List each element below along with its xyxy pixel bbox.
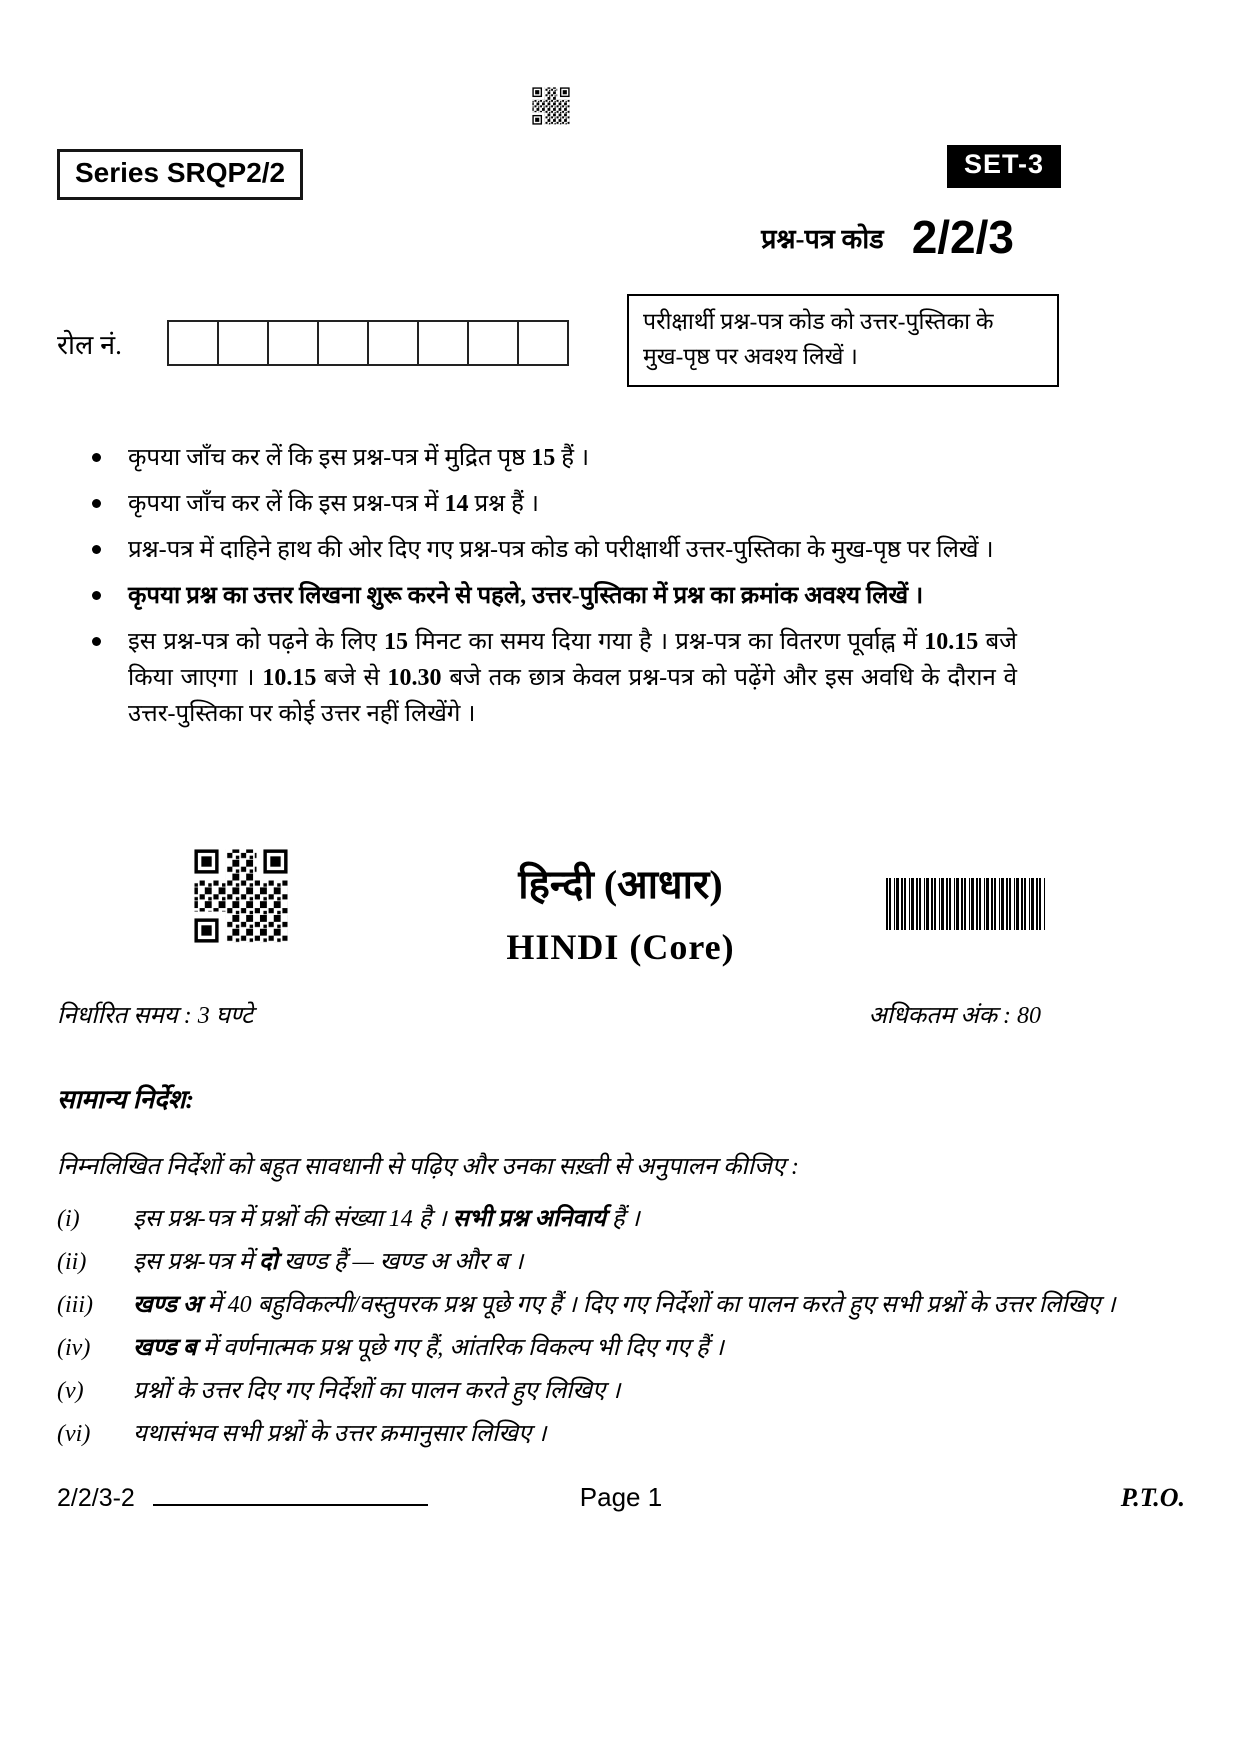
general-instructions <box>57 1080 1185 1459</box>
bullet-text <box>128 440 1017 476</box>
bullet-item <box>92 440 1017 476</box>
roll-number-box[interactable] <box>267 320 319 366</box>
roll-number-box[interactable] <box>517 320 569 366</box>
series-label: Series SRQP2/2 <box>75 157 286 188</box>
text-segment: हैं । <box>605 1206 640 1232</box>
footer-left <box>57 1484 580 1513</box>
bullet-dot <box>92 499 101 508</box>
general-instructions-heading: सामान्य निर्देश: <box>57 1085 195 1114</box>
roll-number-box[interactable] <box>467 320 519 366</box>
instruction-text <box>133 1330 1185 1366</box>
roll-number-boxes <box>167 320 569 366</box>
bullet-item <box>92 624 1017 732</box>
title-hindi: हिन्दी (आधार) <box>518 862 723 907</box>
bullet-item <box>92 486 1017 522</box>
text-segment-bold: 15 <box>383 629 408 655</box>
note-line: परीक्षार्थी प्रश्न-पत्र कोड को उत्तर-पुस्तिका के <box>643 309 994 334</box>
general-instructions-intro: निम्नलिखित निर्देशों को बहुत सावधानी से पढ़िए और उनका सख़्ती से अनुपालन कीजिए : <box>57 1154 799 1180</box>
instruction-list <box>57 1201 1185 1452</box>
roll-number-box[interactable] <box>317 320 369 366</box>
text-segment: प्रश्न-पत्र में दाहिने हाथ की ओर दिए गए प्रश्न-पत्र कोड को परीक्षार्थी उत्तर-पुस्तिका के मुख-पृष्ठ पर लिखें । <box>128 537 994 563</box>
text-segment: कृपया जाँच कर लें कि इस प्रश्न-पत्र में मुद्रित पृष्ठ <box>128 445 532 471</box>
instruction-number: (vi) <box>57 1421 91 1447</box>
paper-code-row <box>761 210 1014 264</box>
text-segment-bold: खण्ड अ <box>133 1292 202 1318</box>
text-segment-bold: 10.30 <box>387 665 442 691</box>
instruction-item <box>57 1201 1185 1237</box>
instruction-item <box>57 1287 1185 1323</box>
instruction-number: (i) <box>57 1206 80 1232</box>
text-segment: बजे तक छात्र केवल प्रश्न-पत्र को पढ़ेंगे और इस अवधि के दौरान वे उत्तर-पुस्तिका पर कोई उत्तर नहीं लिखेंगे । <box>128 665 1017 727</box>
roll-number-box[interactable] <box>367 320 419 366</box>
text-segment: मिनट का समय दिया गया है । प्रश्न-पत्र का वितरण पूर्वाह्न में <box>407 629 925 655</box>
roll-number-box[interactable] <box>417 320 469 366</box>
text-segment: कृपया जाँच कर लें कि इस प्रश्न-पत्र में <box>128 491 445 517</box>
bullet-item <box>92 532 1017 568</box>
instruction-text <box>133 1287 1185 1323</box>
title-block <box>0 855 1241 968</box>
note-line: मुख-पृष्ठ पर अवश्य लिखें । <box>643 343 858 369</box>
roll-number-label: रोल नं. <box>57 329 122 360</box>
footer-paper-code: 2/2/3-2 <box>57 1484 135 1512</box>
bullet-dot <box>92 453 101 462</box>
footer-rule-line <box>153 1504 428 1506</box>
max-marks-label: अधिकतम अंक : 80 <box>868 1003 1041 1029</box>
bullet-text <box>128 624 1017 732</box>
bullet-item <box>92 578 1017 614</box>
page-number: Page 1 <box>579 1482 663 1512</box>
text-segment-bold: दो <box>258 1249 278 1275</box>
roll-number-box[interactable] <box>217 320 269 366</box>
text-segment-bold: 10.15 <box>924 629 979 655</box>
qr-code-top-icon <box>531 86 571 126</box>
text-segment: में वर्णनात्मक प्रश्न पूछे गए हैं, आंतरिक विकल्प भी दिए गए हैं । <box>196 1335 724 1361</box>
instruction-item <box>57 1244 1185 1280</box>
text-segment-bold: कृपया प्रश्न का उत्तर लिखना शुरू करने से पहले, उत्तर-पुस्तिका में प्रश्न का क्रमांक अवश्य लिखें । <box>128 583 924 609</box>
text-segment: यथासंभव सभी प्रश्नों के उत्तर क्रमानुसार लिखिए । <box>133 1421 547 1447</box>
instruction-number: (iv) <box>57 1335 91 1361</box>
text-segment: प्रश्नों के उत्तर दिए गए निर्देशों का पालन करते हुए लिखिए । <box>133 1378 621 1404</box>
text-segment: बजे किया जाएगा । <box>128 629 1017 691</box>
bullet-dot <box>92 545 101 554</box>
roll-number-row <box>57 320 569 366</box>
text-segment: बजे से <box>316 665 388 691</box>
text-segment-bold: खण्ड ब <box>133 1335 197 1361</box>
instruction-text <box>133 1373 1185 1409</box>
instruction-number: (ii) <box>57 1249 87 1275</box>
text-segment-bold: 10.15 <box>262 665 317 691</box>
candidate-note-box <box>627 294 1059 387</box>
paper-code-label: प्रश्न-पत्र कोड <box>761 223 884 254</box>
text-segment: खण्ड हैं — खण्ड अ और ब । <box>277 1249 524 1275</box>
series-box <box>57 149 303 200</box>
text-segment-bold: सभी प्रश्न अनिवार्य <box>452 1206 606 1232</box>
instruction-number: (v) <box>57 1378 84 1404</box>
text-segment: में 40 बहुविकल्पी/वस्तुपरक प्रश्न पूछे गए हैं । दिए गए निर्देशों का पालन करते हुए सभी प्रश्नों के उत्तर लिखिए । <box>201 1292 1116 1318</box>
set-badge: SET-3 <box>947 145 1061 188</box>
instruction-text <box>133 1416 1185 1452</box>
bullet-dot <box>92 591 101 600</box>
instruction-text <box>133 1201 1185 1237</box>
text-segment: इस प्रश्न-पत्र में <box>133 1249 259 1275</box>
text-segment: प्रश्न हैं । <box>468 491 539 517</box>
time-allowed-label: निर्धारित समय : 3 घण्टे <box>57 1003 254 1029</box>
instruction-item <box>57 1330 1185 1366</box>
text-segment-bold: 15 <box>531 445 556 471</box>
meta-row <box>57 998 1041 1031</box>
instruction-text <box>133 1244 1185 1280</box>
text-segment-bold: 14 <box>444 491 469 517</box>
title-english: HINDI (Core) <box>506 927 735 967</box>
bullet-list <box>92 440 1017 742</box>
bullet-text <box>128 578 1017 614</box>
paper-code-value: 2/2/3 <box>911 211 1014 263</box>
bullet-dot <box>92 637 101 646</box>
instruction-item <box>57 1373 1185 1409</box>
barcode-icon <box>886 878 1046 930</box>
instruction-number: (iii) <box>57 1292 93 1318</box>
instruction-item <box>57 1416 1185 1452</box>
text-segment: हैं । <box>555 445 590 471</box>
roll-number-box[interactable] <box>167 320 219 366</box>
text-segment: इस प्रश्न-पत्र को पढ़ने के लिए <box>128 629 384 655</box>
bullet-text <box>128 486 1017 522</box>
page-footer <box>57 1482 1185 1513</box>
text-segment: इस प्रश्न-पत्र में प्रश्नों की संख्या 14 है । <box>133 1206 453 1232</box>
pto-label: P.T.O. <box>1120 1483 1185 1512</box>
bullet-text <box>128 532 1017 568</box>
